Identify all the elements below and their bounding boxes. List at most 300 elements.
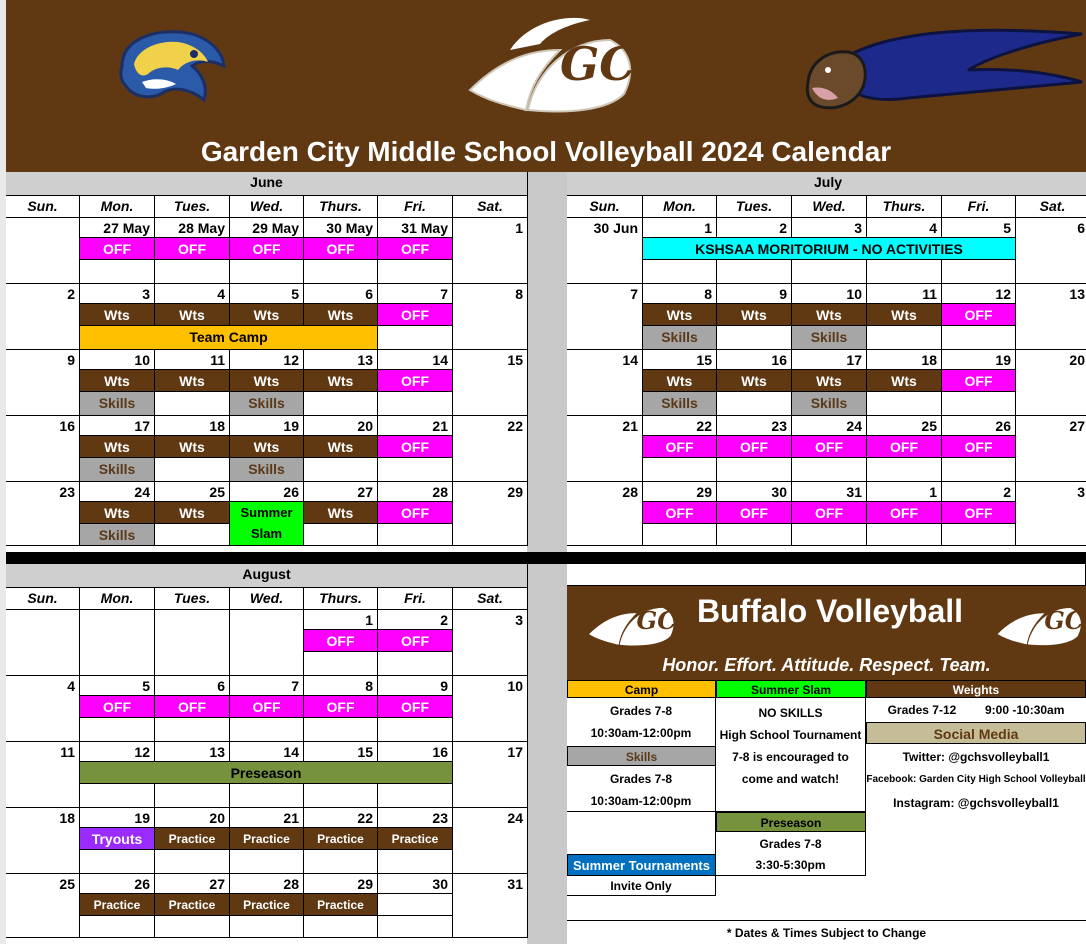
august-event-1-5: OFF <box>378 696 453 718</box>
june-blank2-0-4 <box>304 260 378 284</box>
skills-legend-label: Skills <box>567 746 716 766</box>
june-event-1-3: Wts <box>230 304 304 326</box>
june-week4-day3: 26 <box>230 482 304 502</box>
july-event-4-1: OFF <box>643 502 717 524</box>
july-blank2-1-2 <box>717 326 792 350</box>
july-week3-day3: 24 <box>792 416 867 436</box>
august-week4-day0: 25 <box>6 874 80 938</box>
weekday-6: Sat. <box>453 196 528 218</box>
june-week1-day3: 5 <box>230 284 304 304</box>
august-event-3-3: Practice <box>230 828 304 850</box>
june-event-1-2: Wts <box>155 304 230 326</box>
august-week2-day3: 14 <box>230 742 304 762</box>
july-event-3-5: OFF <box>942 436 1016 458</box>
august-event-3-4: Practice <box>304 828 378 850</box>
july-blank2-4-4 <box>867 524 942 546</box>
july-blank2-3-4 <box>867 458 942 482</box>
weights-legend-label: Weights <box>866 680 1086 698</box>
june-week3-day4: 20 <box>304 416 378 436</box>
june-week4-day0: 23 <box>6 482 80 546</box>
july-week2-day4: 18 <box>867 350 942 370</box>
july-month-header: July <box>567 172 1086 196</box>
july-blank2-2-4 <box>867 392 942 416</box>
july-blank2-4-1 <box>643 524 717 546</box>
june-event-2-5: OFF <box>378 370 453 392</box>
june-event-0-2: OFF <box>155 238 230 260</box>
july-event-1-4: Wts <box>867 304 942 326</box>
month-divider-horizontal <box>6 552 1086 564</box>
june-event-4-5: OFF <box>378 502 453 524</box>
weekday-3: Wed. <box>792 196 867 218</box>
august-week0-day3 <box>230 610 304 676</box>
august-week2-day0: 11 <box>6 742 80 808</box>
july-blank2-3-5 <box>942 458 1016 482</box>
july-blank2-0-1 <box>643 260 717 284</box>
august-event-4-3: Practice <box>230 894 304 916</box>
august-blank2-3-5 <box>378 850 453 874</box>
august-blank2-4-5 <box>378 916 453 938</box>
july-week1-day6: 13 <box>1016 284 1086 350</box>
weekday-5: Fri. <box>378 588 453 610</box>
july-week2-day1: 15 <box>643 350 717 370</box>
august-week3-day5: 23 <box>378 808 453 828</box>
august-week0-day2 <box>155 610 230 676</box>
june-blank2-4-2 <box>155 524 230 546</box>
weekday-6: Sat. <box>453 588 528 610</box>
slam-line-4: come and watch! <box>741 772 840 786</box>
july-event-1-3: Wts <box>792 304 867 326</box>
june-event-3-1: Wts <box>80 436 155 458</box>
june-event2-1-1: Team Camp <box>80 326 378 350</box>
june-event-4-1: Wts <box>80 502 155 524</box>
july-event-4-3: OFF <box>792 502 867 524</box>
slam-legend-detail <box>716 698 866 812</box>
weekday-4: Thurs. <box>304 196 378 218</box>
august-blank2-1-2 <box>155 718 230 742</box>
june-week4-day4: 27 <box>304 482 378 502</box>
august-week4-day4: 29 <box>304 874 378 894</box>
august-blank2-1-1 <box>80 718 155 742</box>
august-blank2-1-4 <box>304 718 378 742</box>
slam-line-3: 7-8 is encouraged to <box>732 750 849 764</box>
skills-legend-detail <box>567 766 716 812</box>
weekday-3: Wed. <box>230 588 304 610</box>
june-week1-day4: 6 <box>304 284 378 304</box>
august-week2-day4: 15 <box>304 742 378 762</box>
august-blank2-1-5 <box>378 718 453 742</box>
july-week1-day2: 9 <box>717 284 792 304</box>
summer-slam-line-1: Summer <box>240 505 293 520</box>
preseason-legend-detail <box>716 832 866 876</box>
june-week4-day1: 24 <box>80 482 155 502</box>
july-week0-day0: 30 Jun <box>567 218 643 284</box>
june-week2-day3: 12 <box>230 350 304 370</box>
august-week0-day5: 2 <box>378 610 453 630</box>
june-event-2-2: Wts <box>155 370 230 392</box>
august-blank2-2-4 <box>304 784 378 808</box>
august-week2-day2: 13 <box>155 742 230 762</box>
june-event-1-4: Wts <box>304 304 378 326</box>
slam-line-2: High School Tournament <box>719 728 862 742</box>
august-week4-day5: 30 <box>378 874 453 894</box>
weekday-6: Sat. <box>1016 196 1086 218</box>
july-week2-day6: 20 <box>1016 350 1086 416</box>
june-event-4-4: Wts <box>304 502 378 524</box>
info-heading: Buffalo Volleyball <box>696 593 964 629</box>
june-event2-3-1: Skills <box>80 458 155 482</box>
summer-slam-event <box>230 502 304 546</box>
june-blank2-2-5 <box>378 392 453 416</box>
june-week3-day1: 17 <box>80 416 155 436</box>
june-event-2-4: Wts <box>304 370 378 392</box>
july-event-3-4: OFF <box>867 436 942 458</box>
instagram-handle[interactable]: Instagram: @gchsvolleyball1 <box>893 796 1059 810</box>
august-week2-day5: 16 <box>378 742 453 762</box>
summer-slam-line-2: Slam <box>250 526 283 541</box>
july-week4-day3: 31 <box>792 482 867 502</box>
august-week4-day2: 27 <box>155 874 230 894</box>
info-motto: Honor. Effort. Attitude. Respect. Team. <box>662 655 991 675</box>
august-week1-day6: 10 <box>453 676 528 742</box>
june-week0-day6: 1 <box>453 218 528 284</box>
august-event-0-5: OFF <box>378 630 453 652</box>
preseason-legend-label: Preseason <box>716 812 866 832</box>
june-event-3-3: Wts <box>230 436 304 458</box>
preseason-grades: Grades 7-8 <box>759 837 822 851</box>
july-blank2-3-1 <box>643 458 717 482</box>
august-week3-day0: 18 <box>6 808 80 874</box>
weekday-5: Fri. <box>378 196 453 218</box>
june-week2-day4: 13 <box>304 350 378 370</box>
june-week2-day1: 10 <box>80 350 155 370</box>
august-event-1-1: OFF <box>80 696 155 718</box>
august-event-0-4: OFF <box>304 630 378 652</box>
august-event-1-3: OFF <box>230 696 304 718</box>
svg-text:GC: GC <box>560 37 636 91</box>
july-week0-day3: 3 <box>792 218 867 238</box>
june-event-2-3: Wts <box>230 370 304 392</box>
weekday-3: Wed. <box>230 196 304 218</box>
skills-grades: Grades 7-8 <box>609 772 673 786</box>
august-event-3-5: Practice <box>378 828 453 850</box>
august-blank-4-5 <box>378 894 453 916</box>
july-blank2-3-3 <box>792 458 867 482</box>
july-blank2-2-5 <box>942 392 1016 416</box>
june-event-4-2: Wts <box>155 502 230 524</box>
august-blank2-3-4 <box>304 850 378 874</box>
june-blank2-2-2 <box>155 392 230 416</box>
svg-text:GC: GC <box>1044 606 1084 635</box>
weekday-1: Mon. <box>80 588 155 610</box>
june-blank2-2-4 <box>304 392 378 416</box>
june-week2-day5: 14 <box>378 350 453 370</box>
warrior-logo-icon <box>798 22 1086 118</box>
july-moratorium-banner: KSHSAA MORITORIUM - NO ACTIVITIES <box>643 238 1016 260</box>
august-week0-day4: 1 <box>304 610 378 630</box>
twitter-handle[interactable]: Twitter: @gchsvolleyball1 <box>902 750 1050 764</box>
june-event-0-3: OFF <box>230 238 304 260</box>
july-event-4-2: OFF <box>717 502 792 524</box>
august-week2-day6: 17 <box>453 742 528 808</box>
july-week4-day2: 30 <box>717 482 792 502</box>
weekday-4: Thurs. <box>867 196 942 218</box>
august-blank2-4-2 <box>155 916 230 938</box>
july-blank2-0-4 <box>867 260 942 284</box>
july-blank2-0-5 <box>942 260 1016 284</box>
june-week3-day0: 16 <box>6 416 80 482</box>
july-week3-day4: 25 <box>867 416 942 436</box>
july-event-2-2: Wts <box>717 370 792 392</box>
june-event2-3-3: Skills <box>230 458 304 482</box>
july-event-3-1: OFF <box>643 436 717 458</box>
camp-legend-label: Camp <box>567 680 716 698</box>
buffalo-logo-small-right-icon <box>982 592 1086 650</box>
august-week1-day3: 7 <box>230 676 304 696</box>
june-blank2-4-5 <box>378 524 453 546</box>
august-blank2-3-2 <box>155 850 230 874</box>
skills-time: 10:30am-12:00pm <box>590 794 692 808</box>
weekday-2: Tues. <box>717 196 792 218</box>
july-blank2-0-3 <box>792 260 867 284</box>
june-event2-4-1: Skills <box>80 524 155 546</box>
august-blank2-3-3 <box>230 850 304 874</box>
july-event-2-4: Wts <box>867 370 942 392</box>
july-blank2-2-2 <box>717 392 792 416</box>
july-event2-2-3: Skills <box>792 392 867 416</box>
month-divider-vertical <box>527 172 567 552</box>
july-event-2-3: Wts <box>792 370 867 392</box>
august-event-4-2: Practice <box>155 894 230 916</box>
july-week0-day1: 1 <box>643 218 717 238</box>
august-week1-day2: 6 <box>155 676 230 696</box>
august-week3-day6: 24 <box>453 808 528 874</box>
july-week3-day0: 21 <box>567 416 643 482</box>
july-blank2-3-2 <box>717 458 792 482</box>
august-week3-day2: 20 <box>155 808 230 828</box>
july-week2-day3: 17 <box>792 350 867 370</box>
june-blank2-3-2 <box>155 458 230 482</box>
june-blank2-0-5 <box>378 260 453 284</box>
camp-grades: Grades 7-8 <box>609 704 673 718</box>
july-week1-day3: 10 <box>792 284 867 304</box>
july-week1-day1: 8 <box>643 284 717 304</box>
august-week0-day6: 3 <box>453 610 528 676</box>
july-week4-day1: 29 <box>643 482 717 502</box>
weights-grades: Grades 7-12 <box>887 703 957 717</box>
june-week1-day2: 4 <box>155 284 230 304</box>
august-week0-day0 <box>6 610 80 676</box>
july-week0-day6: 6 <box>1016 218 1086 284</box>
july-event-1-5: OFF <box>942 304 1016 326</box>
august-week0-day1 <box>80 610 155 676</box>
august-week4-day6: 31 <box>453 874 528 938</box>
july-blank2-1-4 <box>867 326 942 350</box>
july-week2-day5: 19 <box>942 350 1016 370</box>
weekday-0: Sun. <box>6 196 80 218</box>
june-month-header: June <box>6 172 528 196</box>
june-event-1-5: OFF <box>378 304 453 326</box>
august-week1-day4: 8 <box>304 676 378 696</box>
june-week0-day0 <box>6 218 80 284</box>
july-week3-day6: 27 <box>1016 416 1086 482</box>
august-event-1-2: OFF <box>155 696 230 718</box>
july-week2-day2: 16 <box>717 350 792 370</box>
june-event-3-2: Wts <box>155 436 230 458</box>
july-week4-day0: 28 <box>567 482 643 546</box>
june-week0-day3: 29 May <box>230 218 304 238</box>
june-week0-day1: 27 May <box>80 218 155 238</box>
august-preseason-span: Preseason <box>80 762 453 784</box>
tournaments-note: Invite Only <box>567 876 716 896</box>
july-week0-day4: 4 <box>867 218 942 238</box>
july-week3-day2: 23 <box>717 416 792 436</box>
weekday-5: Fri. <box>942 196 1016 218</box>
june-event2-2-1: Skills <box>80 392 155 416</box>
june-event-3-5: OFF <box>378 436 453 458</box>
weekday-2: Tues. <box>155 196 230 218</box>
august-event-3-1: Tryouts <box>80 828 155 850</box>
july-event-1-1: Wts <box>643 304 717 326</box>
buffalo-logo-small-left-icon <box>570 592 682 650</box>
june-event-0-4: OFF <box>304 238 378 260</box>
june-week2-day0: 9 <box>6 350 80 416</box>
month-divider-vertical-lower <box>527 564 567 944</box>
june-blank2-0-3 <box>230 260 304 284</box>
june-week0-day4: 30 May <box>304 218 378 238</box>
june-week3-day3: 19 <box>230 416 304 436</box>
svg-text:GC: GC <box>636 605 677 635</box>
august-event-1-4: OFF <box>304 696 378 718</box>
july-week3-day5: 26 <box>942 416 1016 436</box>
august-event-3-2: Practice <box>155 828 230 850</box>
june-event-0-1: OFF <box>80 238 155 260</box>
weekday-0: Sun. <box>6 588 80 610</box>
july-week0-day5: 5 <box>942 218 1016 238</box>
august-blank2-1-3 <box>230 718 304 742</box>
june-week4-day2: 25 <box>155 482 230 502</box>
august-blank2-4-1 <box>80 916 155 938</box>
august-blank2-4-3 <box>230 916 304 938</box>
august-blank2-2-1 <box>80 784 155 808</box>
august-week3-day4: 22 <box>304 808 378 828</box>
july-event-2-1: Wts <box>643 370 717 392</box>
eagle-logo-icon <box>112 26 230 110</box>
weights-time: 9:00 -10:30am <box>985 703 1065 717</box>
june-event-2-1: Wts <box>80 370 155 392</box>
june-event-3-4: Wts <box>304 436 378 458</box>
july-week2-day0: 14 <box>567 350 643 416</box>
august-week1-day1: 5 <box>80 676 155 696</box>
july-week4-day4: 1 <box>867 482 942 502</box>
august-blank2-2-2 <box>155 784 230 808</box>
august-blank2-0-4 <box>304 652 378 676</box>
slam-legend-label: Summer Slam <box>716 680 866 698</box>
weekday-1: Mon. <box>80 196 155 218</box>
july-week4-day5: 2 <box>942 482 1016 502</box>
june-blank2-0-1 <box>80 260 155 284</box>
june-event-1-1: Wts <box>80 304 155 326</box>
august-blank2-0-5 <box>378 652 453 676</box>
july-blank2-4-2 <box>717 524 792 546</box>
tournaments-legend-label: Summer Tournaments <box>567 854 716 876</box>
june-event2-2-3: Skills <box>230 392 304 416</box>
july-event-4-5: OFF <box>942 502 1016 524</box>
june-event-0-5: OFF <box>378 238 453 260</box>
disclaimer: * Dates & Times Subject to Change <box>567 920 1086 944</box>
weekday-0: Sun. <box>567 196 643 218</box>
july-blank2-4-3 <box>792 524 867 546</box>
august-week4-day1: 26 <box>80 874 155 894</box>
weekday-1: Mon. <box>643 196 717 218</box>
august-blank2-3-1 <box>80 850 155 874</box>
august-week1-day0: 4 <box>6 676 80 742</box>
info-blank-cell <box>567 812 716 854</box>
august-week4-day3: 28 <box>230 874 304 894</box>
august-blank2-2-5 <box>378 784 453 808</box>
facebook-page[interactable]: Facebook: Garden City High School Volleyball <box>866 774 1086 785</box>
june-week0-day2: 28 May <box>155 218 230 238</box>
june-week3-day5: 21 <box>378 416 453 436</box>
july-week4-day6: 3 <box>1016 482 1086 546</box>
august-week1-day5: 9 <box>378 676 453 696</box>
july-event-3-2: OFF <box>717 436 792 458</box>
august-event-4-1: Practice <box>80 894 155 916</box>
june-week3-day2: 18 <box>155 416 230 436</box>
june-week2-day2: 11 <box>155 350 230 370</box>
august-month-header: August <box>6 564 528 588</box>
slam-line-1: NO SKILLS <box>758 706 823 720</box>
june-blank2-3-5 <box>378 458 453 482</box>
july-event2-1-3: Skills <box>792 326 867 350</box>
weekday-2: Tues. <box>155 588 230 610</box>
august-week2-day1: 12 <box>80 742 155 762</box>
july-event-4-4: OFF <box>867 502 942 524</box>
august-event-4-4: Practice <box>304 894 378 916</box>
june-week2-day6: 15 <box>453 350 528 416</box>
july-event2-2-1: Skills <box>643 392 717 416</box>
info-top-blank <box>567 564 1086 586</box>
july-event-3-3: OFF <box>792 436 867 458</box>
june-week0-day5: 31 May <box>378 218 453 238</box>
june-week3-day6: 22 <box>453 416 528 482</box>
june-blank2-0-2 <box>155 260 230 284</box>
weights-legend-detail <box>866 698 1086 722</box>
june-blank2-1-5 <box>378 326 453 350</box>
july-week1-day0: 7 <box>567 284 643 350</box>
july-blank2-4-5 <box>942 524 1016 546</box>
camp-legend-detail <box>567 698 716 746</box>
buffalo-gc-logo-icon <box>440 10 640 120</box>
calendar-title: Garden City Middle School Volleyball 2024 Calendar <box>200 136 892 167</box>
july-event-1-2: Wts <box>717 304 792 326</box>
weekday-4: Thurs. <box>304 588 378 610</box>
june-week4-day5: 28 <box>378 482 453 502</box>
august-blank2-2-3 <box>230 784 304 808</box>
june-week4-day6: 29 <box>453 482 528 546</box>
august-week3-day3: 21 <box>230 808 304 828</box>
june-week1-day6: 8 <box>453 284 528 350</box>
august-blank2-4-4 <box>304 916 378 938</box>
june-blank2-4-4 <box>304 524 378 546</box>
july-week1-day4: 11 <box>867 284 942 304</box>
july-blank2-0-2 <box>717 260 792 284</box>
july-blank2-1-5 <box>942 326 1016 350</box>
preseason-time: 3:30-5:30pm <box>755 858 826 872</box>
july-event-2-5: OFF <box>942 370 1016 392</box>
camp-time: 10:30am-12:00pm <box>590 726 692 740</box>
august-week3-day1: 19 <box>80 808 155 828</box>
june-week1-day0: 2 <box>6 284 80 350</box>
